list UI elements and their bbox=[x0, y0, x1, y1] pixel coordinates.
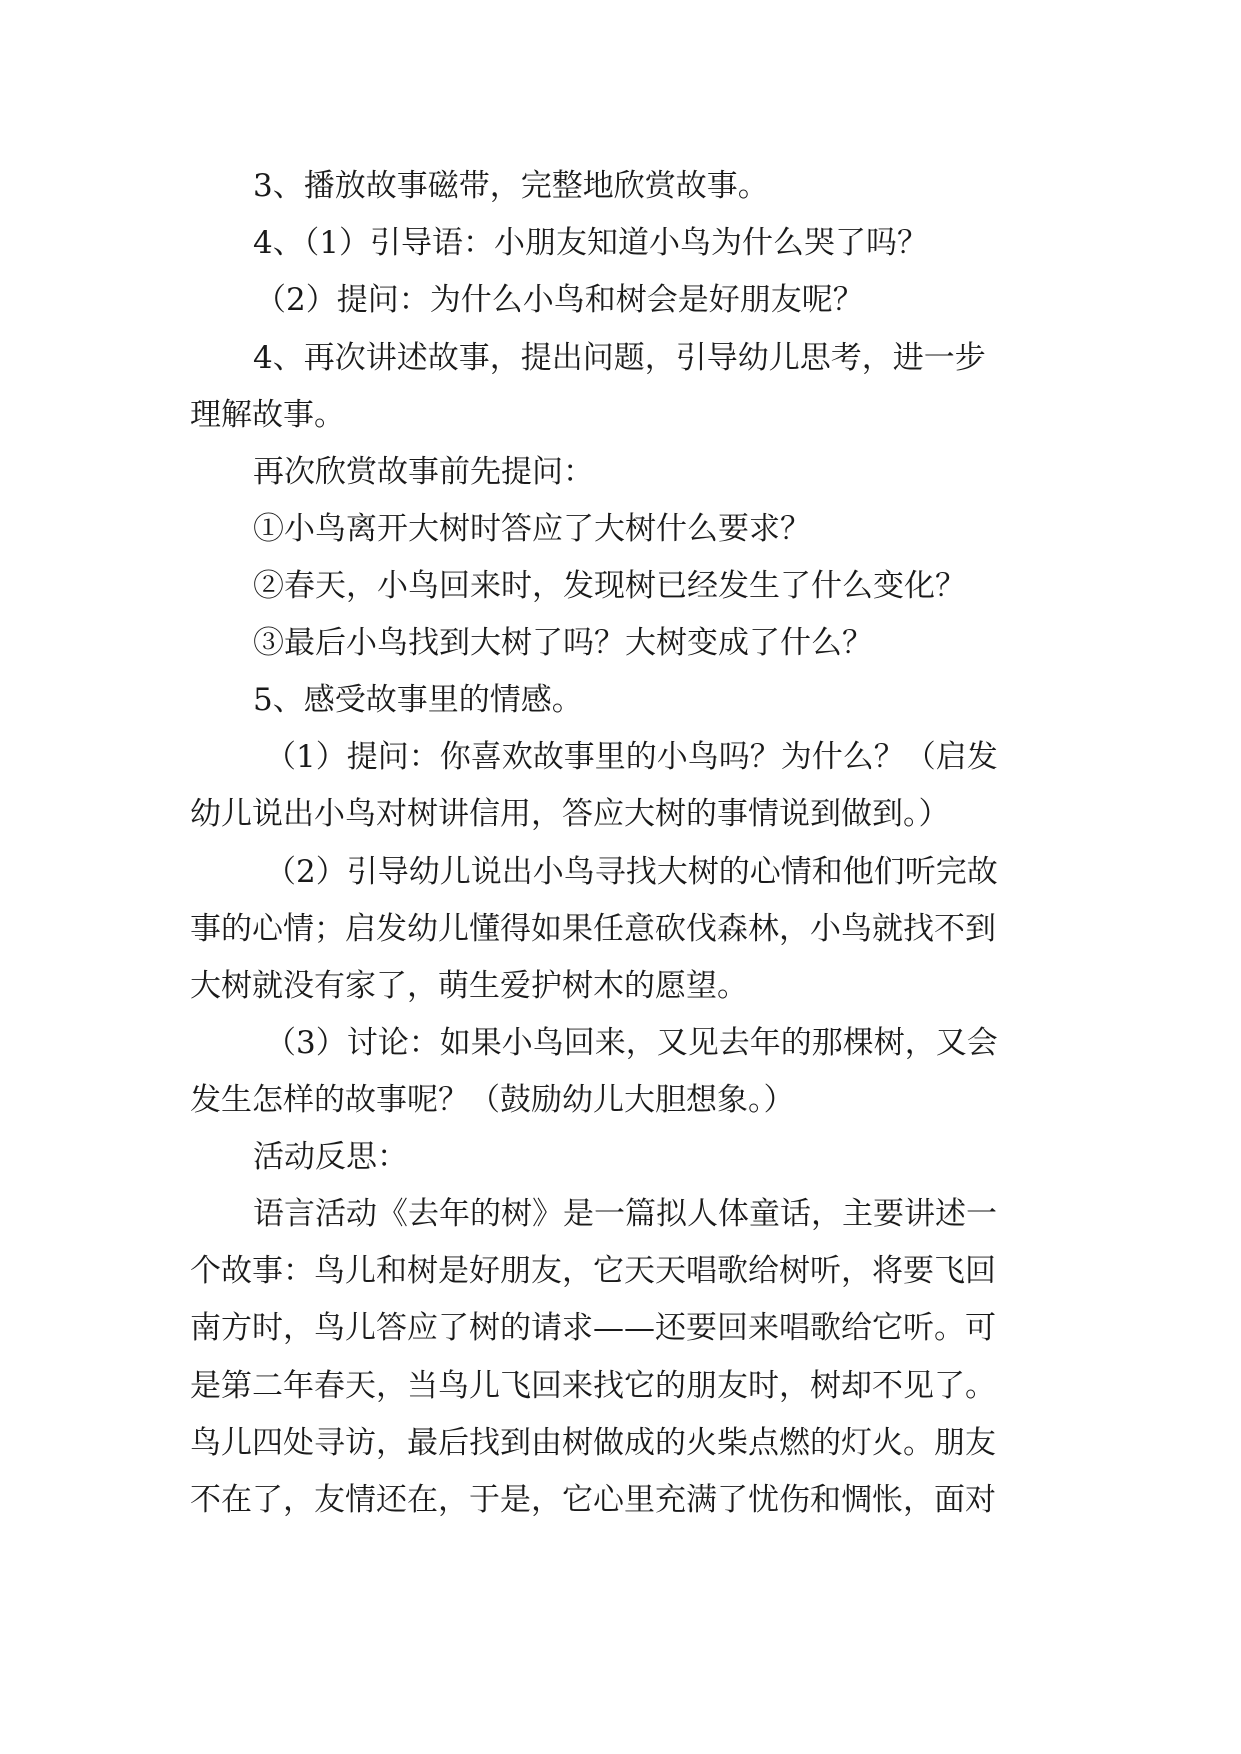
text-line: 4、（1）引导语：小朋友知道小鸟为什么哭了吗？ bbox=[253, 225, 928, 261]
text-line: 发生怎样的故事呢？（鼓励幼儿大胆想象。） bbox=[190, 1082, 795, 1118]
text-line: ③最后小鸟找到大树了吗？大树变成了什么？ bbox=[253, 625, 873, 661]
text-line: （2）引导幼儿说出小鸟寻找大树的心情和他们听完故 bbox=[265, 854, 998, 890]
text-line: 是第二年春天，当鸟儿飞回来找它的朋友时，树却不见了。 bbox=[190, 1368, 996, 1404]
text-line: 4、再次讲述故事，提出问题，引导幼儿思考，进一步 bbox=[253, 340, 986, 376]
text-line: 活动反思： bbox=[253, 1139, 408, 1175]
text-line: 个故事：鸟儿和树是好朋友，它天天唱歌给树听，将要飞回 bbox=[190, 1253, 996, 1289]
text-line: 5、感受故事里的情感。 bbox=[253, 682, 583, 718]
text-line: 3、播放故事磁带，完整地欣赏故事。 bbox=[253, 168, 769, 204]
text-line: 幼儿说出小鸟对树讲信用，答应大树的事情说到做到。） bbox=[190, 796, 950, 832]
text-line: （2）提问：为什么小鸟和树会是好朋友呢？ bbox=[255, 282, 864, 318]
text-line: 鸟儿四处寻访，最后找到由树做成的火柴点燃的灯火。朋友 bbox=[190, 1425, 996, 1461]
text-line: ②春天，小鸟回来时，发现树已经发生了什么变化？ bbox=[253, 568, 966, 604]
text-line: 不在了，友情还在，于是，它心里充满了忧伤和惆怅，面对 bbox=[190, 1482, 996, 1518]
text-line: 理解故事。 bbox=[190, 397, 345, 433]
text-line: （1）提问：你喜欢故事里的小鸟吗？为什么？（启发 bbox=[265, 739, 998, 775]
text-line: （3）讨论：如果小鸟回来，又见去年的那棵树，又会 bbox=[265, 1025, 998, 1061]
text-line: ①小鸟离开大树时答应了大树什么要求？ bbox=[253, 511, 811, 547]
text-line: 再次欣赏故事前先提问： bbox=[253, 454, 594, 490]
text-line: 大树就没有家了，萌生爱护树木的愿望。 bbox=[190, 968, 748, 1004]
text-line: 语言活动《去年的树》是一篇拟人体童话，主要讲述一 bbox=[253, 1196, 997, 1232]
text-line: 事的心情；启发幼儿懂得如果任意砍伐森林，小鸟就找不到 bbox=[190, 911, 996, 947]
text-line: 南方时，鸟儿答应了树的请求——还要回来唱歌给它听。可 bbox=[190, 1310, 996, 1346]
